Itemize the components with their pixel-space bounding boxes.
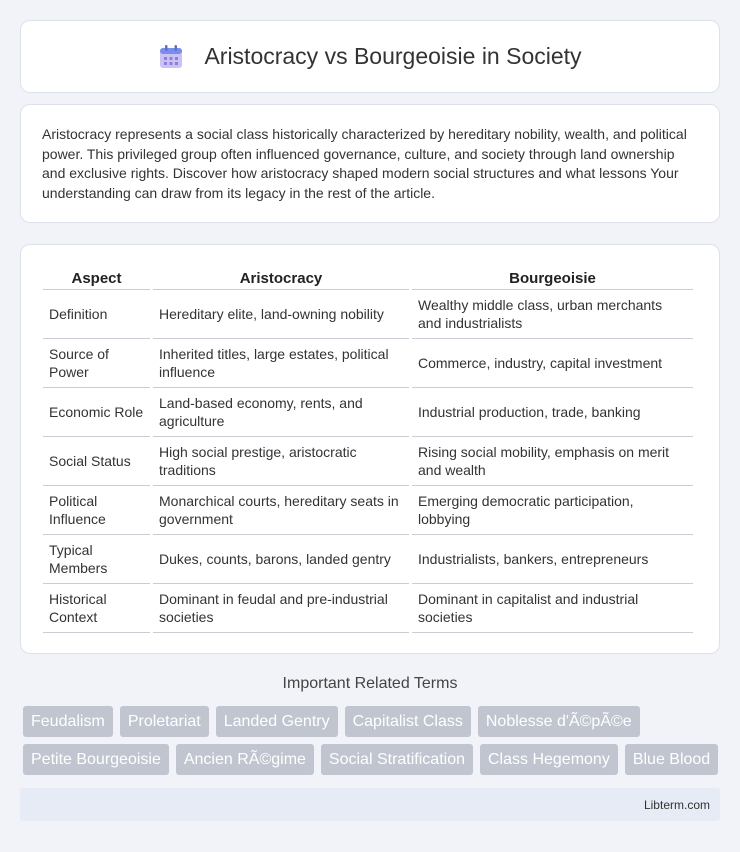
aristocracy-cell: Inherited titles, large estates, political influence bbox=[153, 339, 409, 388]
tag-blue-blood[interactable]: Blue Blood bbox=[625, 744, 718, 775]
tag-social-stratification[interactable]: Social Stratification bbox=[321, 744, 473, 775]
table-row bbox=[43, 486, 693, 535]
related-terms-list bbox=[23, 706, 723, 775]
header-aspect: Aspect bbox=[43, 265, 150, 290]
aristocracy-cell: Dukes, counts, barons, landed gentry bbox=[153, 535, 409, 584]
aspect-cell: Historical Context bbox=[43, 584, 150, 633]
intro-card bbox=[20, 104, 720, 223]
tag-ancien-regime[interactable]: Ancien RÃ©gime bbox=[176, 744, 314, 775]
bourgeoisie-cell: Wealthy middle class, urban merchants and industrialists bbox=[412, 290, 693, 339]
header-aristocracy: Aristocracy bbox=[153, 265, 409, 290]
table-row bbox=[43, 437, 693, 486]
aristocracy-cell: High social prestige, aristocratic traditions bbox=[153, 437, 409, 486]
bourgeoisie-cell: Commerce, industry, capital investment bbox=[412, 339, 693, 388]
footer bbox=[20, 788, 720, 821]
title-card bbox=[20, 20, 720, 93]
tag-class-hegemony[interactable]: Class Hegemony bbox=[480, 744, 618, 775]
aspect-cell: Definition bbox=[43, 290, 150, 339]
related-terms-title: Important Related Terms bbox=[282, 675, 458, 692]
tag-proletariat[interactable]: Proletariat bbox=[120, 706, 209, 737]
aristocracy-cell: Land-based economy, rents, and agriculture bbox=[153, 388, 409, 437]
intro-text: Aristocracy represents a social class historically characterized by hereditary nobility, wealth, and political power. This privileged group often influenced governance, culture, and society through land ownership and exclusive rights. Discover how aristocracy shaped modern social structures and what lessons Your understanding can draw from its legacy in the rest of the article. bbox=[42, 126, 687, 201]
aspect-cell: Economic Role bbox=[43, 388, 150, 437]
bourgeoisie-cell: Industrial production, trade, banking bbox=[412, 388, 693, 437]
aspect-cell: Social Status bbox=[43, 437, 150, 486]
table-row bbox=[43, 584, 693, 633]
aristocracy-cell: Monarchical courts, hereditary seats in government bbox=[153, 486, 409, 535]
table-row bbox=[43, 290, 693, 339]
bourgeoisie-cell: Dominant in capitalist and industrial societies bbox=[412, 584, 693, 633]
aristocracy-cell: Hereditary elite, land-owning nobility bbox=[153, 290, 409, 339]
bourgeoisie-cell: Rising social mobility, emphasis on merit and wealth bbox=[412, 437, 693, 486]
comparison-table-card bbox=[20, 244, 720, 654]
tag-noblesse-depee[interactable]: Noblesse d'Ã©pÃ©e bbox=[478, 706, 640, 737]
aristocracy-cell: Dominant in feudal and pre-industrial societies bbox=[153, 584, 409, 633]
page-title: Aristocracy vs Bourgeoisie in Society bbox=[204, 43, 582, 69]
table-row bbox=[43, 339, 693, 388]
table-header-row bbox=[43, 265, 693, 290]
tag-landed-gentry[interactable]: Landed Gentry bbox=[216, 706, 338, 737]
table-row bbox=[43, 388, 693, 437]
aspect-cell: Typical Members bbox=[43, 535, 150, 584]
bourgeoisie-cell: Emerging democratic participation, lobbying bbox=[412, 486, 693, 535]
aspect-cell: Source of Power bbox=[43, 339, 150, 388]
tag-feudalism[interactable]: Feudalism bbox=[23, 706, 113, 737]
tag-petite-bourgeoisie[interactable]: Petite Bourgeoisie bbox=[23, 744, 169, 775]
bourgeoisie-cell: Industrialists, bankers, entrepreneurs bbox=[412, 535, 693, 584]
calendar-icon bbox=[158, 44, 184, 70]
tag-capitalist-class[interactable]: Capitalist Class bbox=[345, 706, 471, 737]
footer-brand-link[interactable]: Libterm.com bbox=[643, 798, 710, 812]
table-row bbox=[43, 535, 693, 584]
aspect-cell: Political Influence bbox=[43, 486, 150, 535]
comparison-table bbox=[40, 265, 696, 633]
header-bourgeoisie: Bourgeoisie bbox=[412, 265, 693, 290]
